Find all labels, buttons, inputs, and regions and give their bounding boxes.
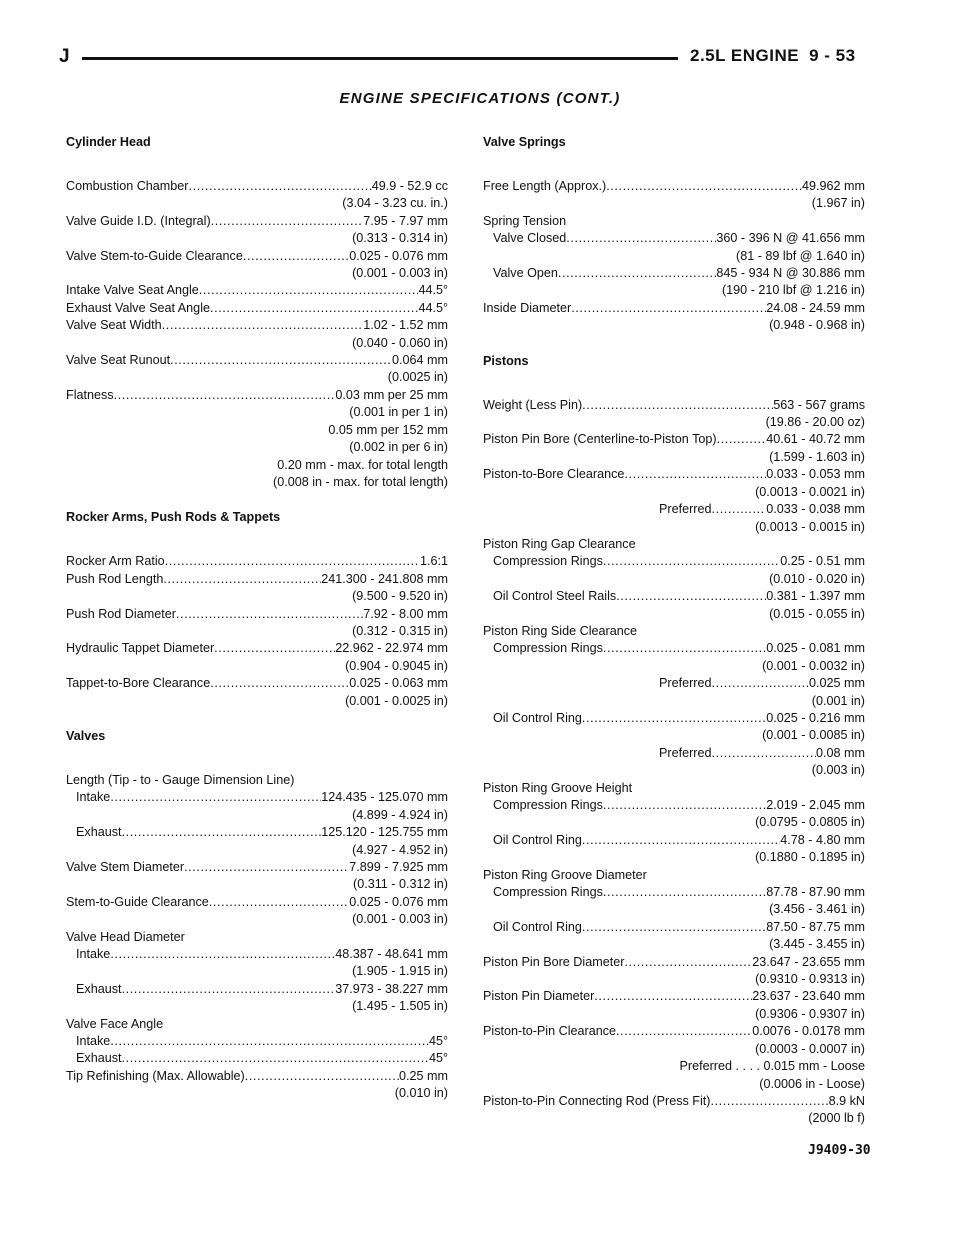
spec-row [483, 300, 865, 317]
spec-alt: (3.456 - 3.461 in) [769, 902, 865, 917]
spec-value: 0.033 - 0.038 mm [766, 502, 865, 517]
right-column [483, 134, 865, 1128]
spec-alt: (0.311 - 0.312 in) [353, 877, 448, 892]
spec-value: 7.92 - 8.00 mm [363, 606, 448, 621]
spec-alt: (4.899 - 4.924 in) [352, 807, 448, 822]
spec-row [66, 640, 448, 657]
spec-row [483, 797, 865, 814]
page-number: 9 - 53 [809, 46, 856, 65]
spec-row [483, 431, 865, 448]
spec-row [66, 178, 448, 195]
spec-alt: (0.002 in per 6 in) [349, 440, 448, 455]
spec-value: 0.064 mm [392, 353, 448, 368]
spec-row [66, 859, 448, 876]
spec-row [66, 1050, 448, 1067]
spec-alt: (0.0013 - 0.0015 in) [755, 519, 865, 534]
spec-value: 0.025 - 0.063 mm [349, 676, 448, 691]
spec-row [66, 300, 448, 317]
spec-alt: (0.312 - 0.315 in) [352, 623, 448, 638]
section-heading-valves: Valves [66, 728, 106, 743]
spec-row [66, 1033, 448, 1050]
spec-value: 8.9 kN [828, 1093, 865, 1108]
spec-label: Rocker Arm Ratio [66, 554, 165, 569]
spec-label: Compression Rings [493, 885, 603, 900]
spec-label: Free Length (Approx.) [483, 179, 607, 193]
spec-value: 44.5° [418, 300, 448, 315]
spec-value: 0.03 mm per 25 mm [335, 387, 448, 402]
spec-alt: 0.05 mm per 152 mm [328, 422, 448, 437]
spec-row [66, 824, 448, 841]
spec-row [483, 640, 865, 657]
header-letter: J [59, 46, 70, 67]
spec-row [483, 1023, 865, 1040]
header-rule [82, 57, 678, 60]
spec-label: Intake [76, 947, 111, 962]
spec-value: 87.50 - 87.75 mm [766, 919, 865, 934]
spec-value: 49.962 mm [802, 179, 865, 193]
spec-row [66, 894, 448, 911]
spec-row [483, 884, 865, 901]
spec-alt: (0.001 in) [811, 693, 865, 708]
spec-value: 24.08 - 24.59 mm [766, 300, 865, 315]
spec-value: 0.025 - 0.076 mm [349, 248, 448, 263]
spec-label: Inside Diameter [483, 300, 572, 315]
spec-row [66, 606, 448, 623]
spec-row-preferred [483, 1058, 865, 1075]
spec-row [483, 553, 865, 570]
spec-label: Valve Seat Runout [66, 353, 171, 368]
spec-value: 0.025 - 0.081 mm [766, 641, 865, 656]
spec-alt: (0.015 - 0.055 in) [769, 606, 865, 621]
spec-row [66, 282, 448, 299]
spec-row [66, 352, 448, 369]
spec-row [483, 832, 865, 849]
spec-value: 1.02 - 1.52 mm [363, 318, 448, 333]
spec-label: Preferred [659, 676, 712, 691]
spec-label: Stem-to-Guide Clearance [66, 894, 209, 909]
spec-alt: (81 - 89 lbf @ 1.640 in) [736, 248, 865, 263]
spec-label: Valve Open [493, 266, 558, 281]
left-column [66, 134, 448, 1103]
spec-value: 0.015 mm - Loose [763, 1059, 865, 1074]
spec-row [66, 789, 448, 806]
spec-alt: (2000 lb f) [808, 1111, 865, 1126]
spec-value: 1.6:1 [419, 554, 448, 569]
spec-label: Valve Seat Width [66, 318, 162, 333]
header-right [690, 46, 866, 66]
spec-alt: (0.9306 - 0.9307 in) [755, 1006, 865, 1021]
spec-label: Piston-to-Pin Clearance [483, 1024, 616, 1039]
spec-row [66, 571, 448, 588]
section-name: 2.5L ENGINE [690, 46, 800, 65]
spec-alt: (0.948 - 0.968 in) [769, 318, 865, 333]
spec-row [483, 710, 865, 727]
spec-label: Piston Pin Diameter [483, 989, 595, 1004]
spec-value: 0.025 - 0.076 mm [349, 894, 448, 909]
spec-alt: (0.0025 in) [387, 370, 448, 385]
spec-value: 87.78 - 87.90 mm [766, 885, 865, 900]
spec-row [66, 675, 448, 692]
spec-label: Push Rod Diameter [66, 606, 176, 621]
spec-label: Oil Control Ring [493, 919, 582, 934]
spec-alt: (1.967 in) [811, 196, 865, 211]
spec-value: 49.9 - 52.9 cc [371, 179, 448, 193]
spec-row [483, 230, 865, 247]
spec-value: 125.120 - 125.755 mm [321, 825, 448, 840]
spec-value: 0.25 mm [399, 1068, 448, 1083]
section-heading-rocker: Rocker Arms, Push Rods & Tappets [66, 510, 281, 525]
spec-value: 0.025 - 0.216 mm [766, 710, 865, 725]
section-heading-cylinder-head: Cylinder Head [66, 135, 151, 149]
spec-row-preferred [483, 675, 865, 692]
spec-label: Piston Pin Bore (Centerline-to-Piston Top) [483, 432, 717, 447]
spec-label: Valve Stem-to-Guide Clearance [66, 248, 243, 263]
spec-alt: (0.0006 in - Loose) [759, 1076, 865, 1091]
spec-row [483, 588, 865, 605]
spec-alt: (0.0003 - 0.0007 in) [755, 1041, 865, 1056]
spec-alt: (3.445 - 3.455 in) [769, 937, 865, 952]
spec-label: Valve Closed [493, 231, 567, 246]
spec-label: Weight (Less Pin) [483, 397, 583, 412]
spec-alt: (0.001 - 0.0032 in) [762, 658, 865, 673]
spec-value: 241.300 - 241.808 mm [321, 571, 448, 586]
spec-label: Valve Guide I.D. (Integral) [66, 213, 211, 228]
spec-row-preferred [483, 745, 865, 762]
spec-alt: (9.500 - 9.520 in) [352, 589, 448, 604]
spec-value: 124.435 - 125.070 mm [321, 790, 448, 805]
spec-value: 0.08 mm [816, 745, 865, 760]
spec-label: Tappet-to-Bore Clearance [66, 676, 211, 691]
spec-label: Exhaust Valve Seat Angle [66, 300, 210, 315]
spec-label: Valve Stem Diameter [66, 860, 185, 874]
spec-alt: (0.010 in) [394, 1086, 448, 1101]
page-title: ENGINE SPECIFICATIONS (CONT.) [339, 90, 621, 107]
spec-row [66, 553, 448, 570]
spec-alt: (0.010 - 0.020 in) [769, 571, 865, 586]
spec-alt: (0.001 in per 1 in) [349, 405, 448, 420]
spec-value: 22.962 - 22.974 mm [335, 641, 448, 656]
spec-label: Exhaust [76, 825, 122, 840]
spec-value: 0.25 - 0.51 mm [780, 554, 865, 569]
spec-label: Combustion Chamber [66, 179, 189, 193]
spec-alt: (4.927 - 4.952 in) [352, 842, 448, 857]
spec-group-label: Piston Ring Side Clearance [483, 623, 638, 638]
spec-label: Intake [76, 1034, 111, 1049]
spec-group-label: Piston Ring Gap Clearance [483, 536, 636, 551]
spec-row [66, 387, 448, 404]
spec-value: 45° [428, 1034, 448, 1049]
spec-group-label: Piston Ring Groove Height [483, 780, 633, 795]
spec-value: 7.95 - 7.97 mm [363, 213, 448, 228]
spec-row [66, 213, 448, 230]
spec-label: Compression Rings [493, 641, 603, 656]
spec-row [483, 178, 865, 195]
spec-group-label: Piston Ring Groove Diameter [483, 867, 647, 882]
spec-label: Compression Rings [493, 798, 603, 812]
spec-dots: . . . . [735, 1059, 760, 1074]
spec-label: Tip Refinishing (Max. Allowable) [66, 1068, 245, 1083]
spec-alt: (0.0795 - 0.0805 in) [755, 815, 865, 830]
figure-id: J9409-30 [808, 1143, 871, 1158]
spec-label: Push Rod Length [66, 571, 164, 586]
spec-alt: (3.04 - 3.23 cu. in.) [342, 196, 448, 211]
spec-label: Piston Pin Bore Diameter [483, 954, 625, 969]
spec-alt: (0.904 - 0.9045 in) [345, 658, 448, 673]
spec-value: 4.78 - 4.80 mm [780, 832, 865, 847]
spec-label: Intake [76, 790, 111, 805]
spec-label: Oil Control Ring [493, 710, 582, 725]
spec-value: 23.647 - 23.655 mm [752, 954, 865, 969]
spec-row [483, 466, 865, 483]
spec-value: 845 - 934 N @ 30.886 mm [716, 266, 865, 281]
spec-label: Piston-to-Pin Connecting Rod (Press Fit) [483, 1093, 711, 1108]
spec-value: 2.019 - 2.045 mm [766, 798, 865, 812]
spec-alt: (0.008 in - max. for total length) [273, 474, 448, 489]
spec-row [483, 919, 865, 936]
spec-label: Compression Rings [493, 554, 603, 569]
spec-alt: (190 - 210 lbf @ 1.216 in) [721, 283, 865, 298]
spec-value: 563 - 567 grams [773, 397, 865, 412]
spec-label: Oil Control Ring [493, 832, 582, 847]
spec-value: 48.387 - 48.641 mm [335, 947, 448, 962]
spec-alt: (0.001 - 0.0085 in) [762, 728, 865, 743]
spec-value: 7.899 - 7.925 mm [349, 860, 448, 874]
spec-label: Exhaust [76, 981, 122, 996]
spec-group-label: Valve Head Diameter [66, 929, 185, 944]
spec-row [66, 1068, 448, 1085]
spec-row [483, 265, 865, 282]
spec-value: 0.033 - 0.053 mm [766, 467, 865, 482]
spec-row [483, 954, 865, 971]
spec-alt: (0.9310 - 0.9313 in) [755, 972, 865, 987]
spec-label: Exhaust [76, 1051, 122, 1066]
spec-label: Preferred [679, 1059, 732, 1074]
spec-label: Preferred [659, 745, 712, 760]
spec-label: Intake Valve Seat Angle [66, 283, 199, 298]
spec-row-preferred [483, 501, 865, 518]
spec-label: Preferred [659, 502, 712, 517]
section-heading-valve-springs: Valve Springs [483, 135, 566, 149]
spec-row [483, 397, 865, 414]
spec-alt: (0.003 in) [811, 763, 865, 778]
section-heading-pistons: Pistons [483, 353, 529, 368]
spec-row [483, 988, 865, 1005]
spec-alt: (0.313 - 0.314 in) [352, 231, 448, 246]
spec-label: Oil Control Steel Rails [493, 589, 617, 604]
spec-value: 360 - 396 N @ 41.656 mm [716, 231, 865, 246]
spec-label: Hydraulic Tappet Diameter [66, 641, 215, 656]
spec-value: 0.0076 - 0.0178 mm [752, 1024, 865, 1039]
spec-alt: (0.040 - 0.060 in) [352, 335, 448, 350]
spec-alt: (0.0013 - 0.0021 in) [755, 484, 865, 499]
spec-row [483, 1093, 865, 1110]
spec-alt: (0.001 - 0.003 in) [352, 266, 448, 281]
spec-alt: (19.86 - 20.00 oz) [765, 415, 865, 430]
spec-value: 37.973 - 38.227 mm [335, 981, 448, 996]
spec-alt: (1.599 - 1.603 in) [769, 449, 865, 464]
spec-group-label: Valve Face Angle [66, 1016, 164, 1031]
spec-value: 23.637 - 23.640 mm [752, 989, 865, 1004]
spec-value: 0.025 mm [809, 676, 865, 691]
spec-label: Flatness [66, 387, 114, 402]
spec-alt: 0.20 mm - max. for total length [277, 457, 448, 472]
spec-group-label: Length (Tip - to - Gauge Dimension Line) [66, 772, 295, 787]
spec-alt: (0.001 - 0.003 in) [352, 912, 448, 927]
spec-row [66, 248, 448, 265]
spec-row [66, 946, 448, 963]
spec-alt: (0.001 - 0.0025 in) [345, 693, 448, 708]
spec-row [66, 981, 448, 998]
spec-value: 0.381 - 1.397 mm [766, 589, 865, 604]
spec-value: 40.61 - 40.72 mm [766, 432, 865, 447]
spec-value: 44.5° [418, 283, 448, 298]
spec-group-label: Spring Tension [483, 213, 567, 228]
spec-alt: (0.1880 - 0.1895 in) [755, 850, 865, 865]
spec-alt: (1.495 - 1.505 in) [352, 999, 448, 1014]
spec-row [66, 317, 448, 334]
spec-value: 45° [428, 1051, 448, 1066]
spec-alt: (1.905 - 1.915 in) [352, 964, 448, 979]
spec-label: Piston-to-Bore Clearance [483, 467, 625, 482]
